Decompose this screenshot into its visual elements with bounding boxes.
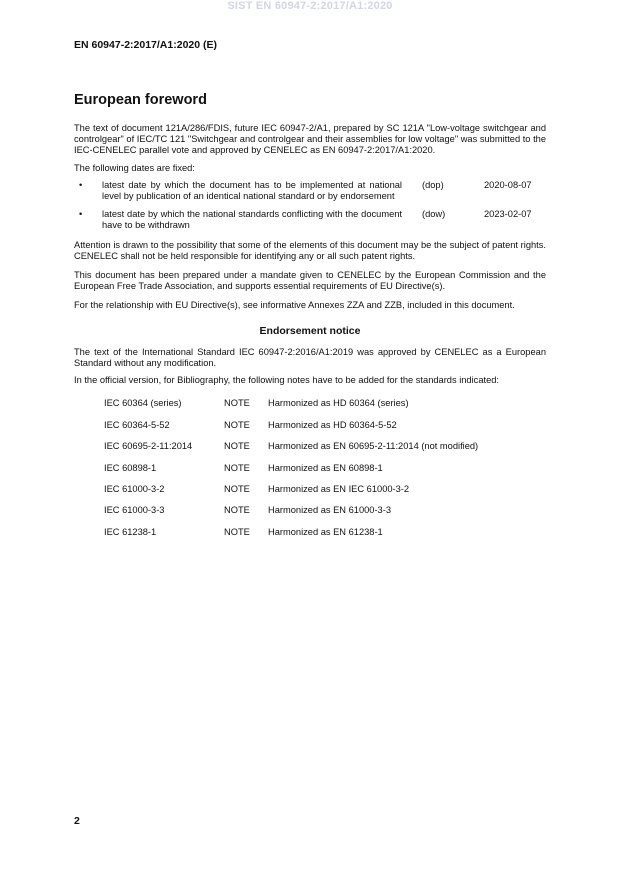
foreword-paragraph: The text of document 121A/286/FDIS, future IEC 60947-2/A1, prepared by SC 121A "Low-voltage switchgear and controlgear" of IEC/TC 121 "Switchgear and controlgear and their assemblies for low voltage" was submitted to the IEC-CENELEC parallel vote and approved by CENELEC as EN 60947-2:2017/A1:2020. bbox=[74, 123, 546, 156]
date-value: 2020-08-07 bbox=[484, 179, 532, 190]
page-content bbox=[74, 91, 546, 548]
date-description: latest date by which the national standards conflicting with the document have to be withdrawn bbox=[102, 209, 402, 231]
note-text: Harmonized as EN 61238-1 bbox=[268, 526, 383, 537]
note-label: NOTE bbox=[224, 462, 250, 473]
standard-ref: IEC 60364-5-52 bbox=[104, 419, 170, 430]
section-title: European foreword bbox=[74, 92, 207, 108]
date-item-dow bbox=[74, 209, 546, 231]
standard-ref: IEC 61000-3-3 bbox=[104, 505, 165, 516]
note-text: Harmonized as EN 60695-2-11:2014 (not modified) bbox=[268, 441, 479, 452]
table-row bbox=[104, 420, 478, 441]
table-row bbox=[104, 505, 478, 526]
note-text: Harmonized as EN 61000-3-3 bbox=[268, 505, 391, 516]
date-description: latest date by which the document has to be implemented at national level by publication of an identical national standard or by endorsement bbox=[102, 179, 402, 202]
note-text: Harmonized as HD 60364 (series) bbox=[268, 398, 409, 409]
standard-ref: IEC 60898-1 bbox=[104, 462, 157, 473]
note-label: NOTE bbox=[224, 441, 250, 452]
table-row bbox=[104, 527, 478, 548]
bullet-icon: • bbox=[79, 209, 83, 220]
date-code: (dop) bbox=[422, 179, 444, 190]
date-item-dop bbox=[74, 180, 546, 202]
bibliography-notes-table bbox=[104, 398, 478, 548]
table-row bbox=[104, 398, 478, 419]
note-label: NOTE bbox=[224, 505, 250, 516]
standard-ref: IEC 60364 (series) bbox=[104, 398, 182, 409]
table-row bbox=[104, 484, 478, 505]
bullet-icon: • bbox=[79, 179, 83, 190]
dates-intro: The following dates are fixed: bbox=[74, 162, 195, 173]
table-row bbox=[104, 441, 478, 462]
table-row bbox=[104, 463, 478, 484]
date-value: 2023-02-07 bbox=[484, 209, 532, 220]
endorsement-paragraph: The text of the International Standard IEC 60947-2:2016/A1:2019 was approved by CENELEC as a European Standard without any modification. bbox=[74, 346, 546, 369]
relationship-paragraph: For the relationship with EU Directive(s), see informative Annexes ZZA and ZZB, included in this document. bbox=[74, 300, 515, 311]
note-label: NOTE bbox=[224, 526, 250, 537]
note-label: NOTE bbox=[224, 398, 250, 409]
patent-paragraph: Attention is drawn to the possibility that some of the elements of this document may be the subject of patent rights. CENELEC shall not be held responsible for identifying any or all such patent rights. bbox=[74, 239, 546, 261]
mandate-paragraph: This document has been prepared under a mandate given to CENELEC by the European Commission and the European Free Trade Association, and supports essential requirements of EU Directive(s). bbox=[74, 270, 546, 292]
page-number: 2 bbox=[74, 815, 80, 827]
endorsement-title: Endorsement notice bbox=[259, 324, 361, 337]
standard-ref: IEC 60695-2-11:2014 bbox=[104, 441, 193, 452]
note-text: Harmonized as EN IEC 61000-3-2 bbox=[268, 484, 410, 495]
note-label: NOTE bbox=[224, 419, 250, 430]
standard-ref: IEC 61000-3-2 bbox=[104, 484, 165, 495]
document-id-header: EN 60947-2:2017/A1:2020 (E) bbox=[74, 39, 218, 51]
note-text: Harmonized as EN 60898-1 bbox=[268, 462, 383, 473]
bibliography-paragraph: In the official version, for Bibliography, the following notes have to be added for the standards indicated: bbox=[74, 375, 499, 386]
watermark: SIST EN 60947-2:2017/A1:2020 bbox=[227, 0, 393, 12]
dates-list bbox=[74, 180, 546, 232]
standard-ref: IEC 61238-1 bbox=[104, 526, 157, 537]
note-label: NOTE bbox=[224, 484, 250, 495]
note-text: Harmonized as HD 60364-5-52 bbox=[268, 419, 397, 430]
date-code: (dow) bbox=[422, 209, 446, 220]
